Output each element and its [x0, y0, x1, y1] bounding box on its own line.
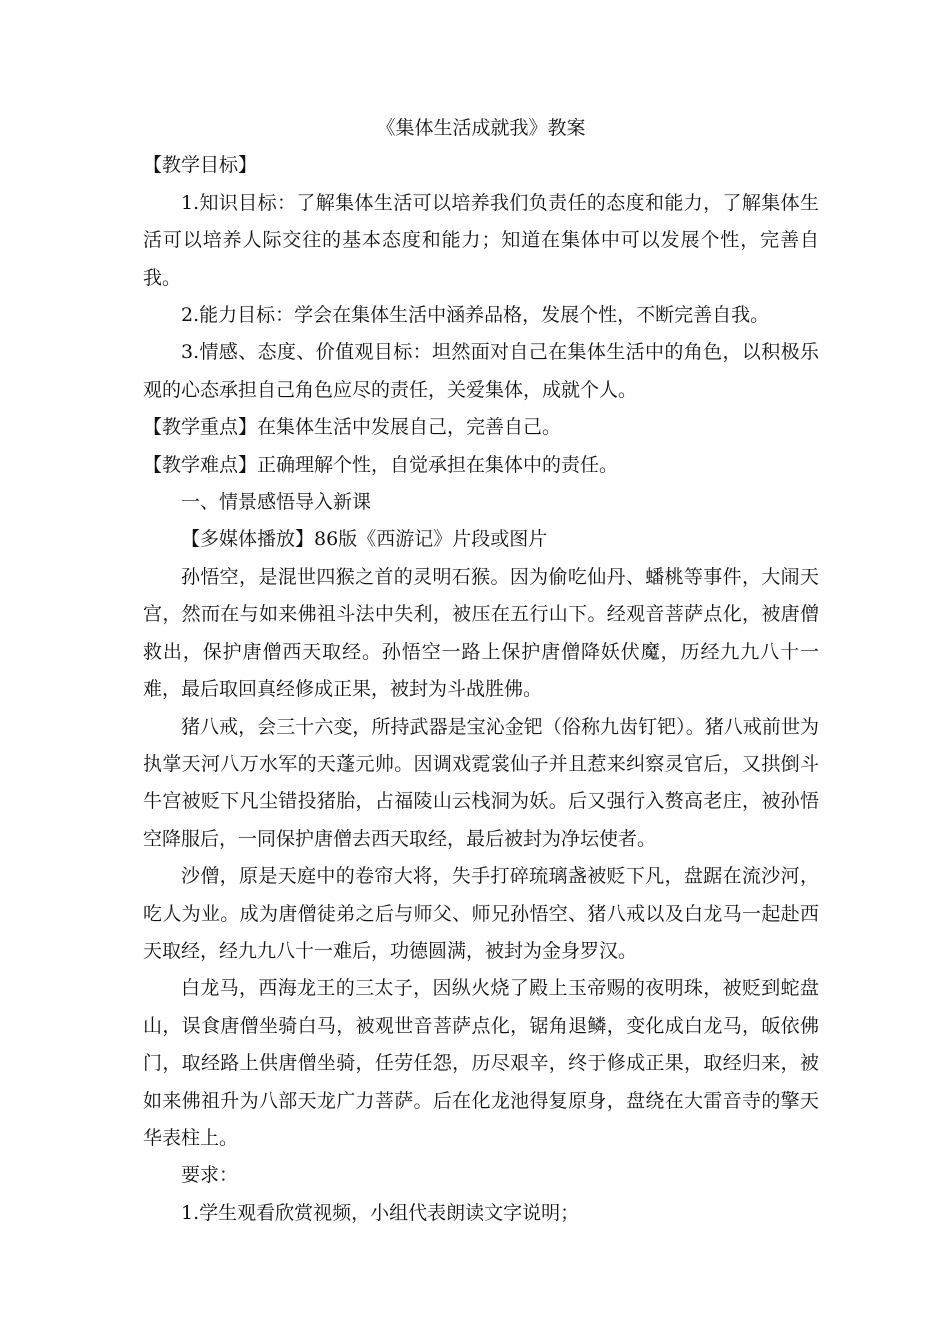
key-point-label: 【教学重点】 [143, 416, 258, 439]
difficulty-point [143, 447, 819, 484]
difficulty-label: 【教学难点】 [143, 453, 258, 476]
requirement-heading: 要求： [181, 1164, 239, 1187]
goal-knowledge: 1.知识目标：了解集体生活可以培养我们负责任的态度和能力，了解集体生活可以培养人际交往的基本态度和能力；知道在集体中可以发展个性，完善自我。 [143, 191, 819, 289]
difficulty-text: 正确理解个性，自觉承担在集体中的责任。 [257, 453, 619, 476]
requirement-item-1: 1.学生观看欣赏视频，小组代表朗读文字说明； [181, 1201, 580, 1224]
paragraph-bajie: 猪八戒，会三十六变，所持武器是宝沁金钯（俗称九齿钉钯）。猪八戒前世为执掌天河八万水军的天蓬元帅。因调戏霓裳仙子并且惹来纠察灵官后，又拱倒斗牛宫被贬下凡尘错投猪胎，占福陵山云栈洞为妖。后又强行入赘高老庄，被孙悟空降服后，一同保护唐僧去西天取经，最后被封为净坛使者。 [143, 715, 819, 850]
paragraph-bailongma: 白龙马，西海龙王的三太子，因纵火烧了殿上玉帝赐的夜明珠，被贬到蛇盘山，误食唐僧坐骑白马，被观世音菩萨点化，锯角退鳞，变化成白龙马，皈依佛门，取经路上供唐僧坐骑，任劳任怨，历尽艰辛，终于修成正果，取经归来，被如来佛祖升为八部天龙广力菩萨。后在化龙池得复原身，盘绕在大雷音寺的擎天华表柱上。 [143, 977, 819, 1149]
goal-emotion: 3.情感、态度、价值观目标：坦然面对自己在集体生活中的角色，以积极乐观的心态承担自己角色应尽的责任，关爱集体，成就个人。 [143, 341, 819, 401]
section-heading: 一、情景感悟导入新课 [181, 491, 372, 514]
document-body [143, 110, 819, 1232]
paragraph-shaseng: 沙僧，原是天庭中的卷帘大将，失手打碎琉璃盏被贬下凡，盘踞在流沙河，吃人为业。成为唐僧徒弟之后与师父、师兄孙悟空、猪八戒以及白龙马一起赴西天取经，经九九八十一难后，功德圆满，被封为金身罗汉。 [143, 865, 819, 962]
document-title: 《集体生活成就我》教案 [376, 117, 586, 139]
paragraph-wukong: 孙悟空，是混世四猴之首的灵明石猴。因为偷吃仙丹、蟠桃等事件，大闹天宫，然而在与如来佛祖斗法中失利，被压在五行山下。经观音菩萨点化，被唐僧救出，保护唐僧西天取经。孙悟空一路上保护唐僧降妖伏魔，历经九九八十一难，最后取回真经修成正果，被封为斗战胜佛。 [143, 565, 819, 701]
media-text: 86版《西游记》片段或图片 [314, 528, 548, 551]
key-point [143, 409, 819, 446]
media-line [143, 521, 819, 558]
goal-ability: 2.能力目标：学会在集体生活中涵养品格，发展个性，不断完善自我。 [181, 304, 770, 327]
key-point-text: 在集体生活中发展自己，完善自己。 [257, 416, 562, 439]
goals-heading: 【教学目标】 [143, 154, 258, 177]
media-label: 【多媒体播放】 [181, 528, 315, 551]
